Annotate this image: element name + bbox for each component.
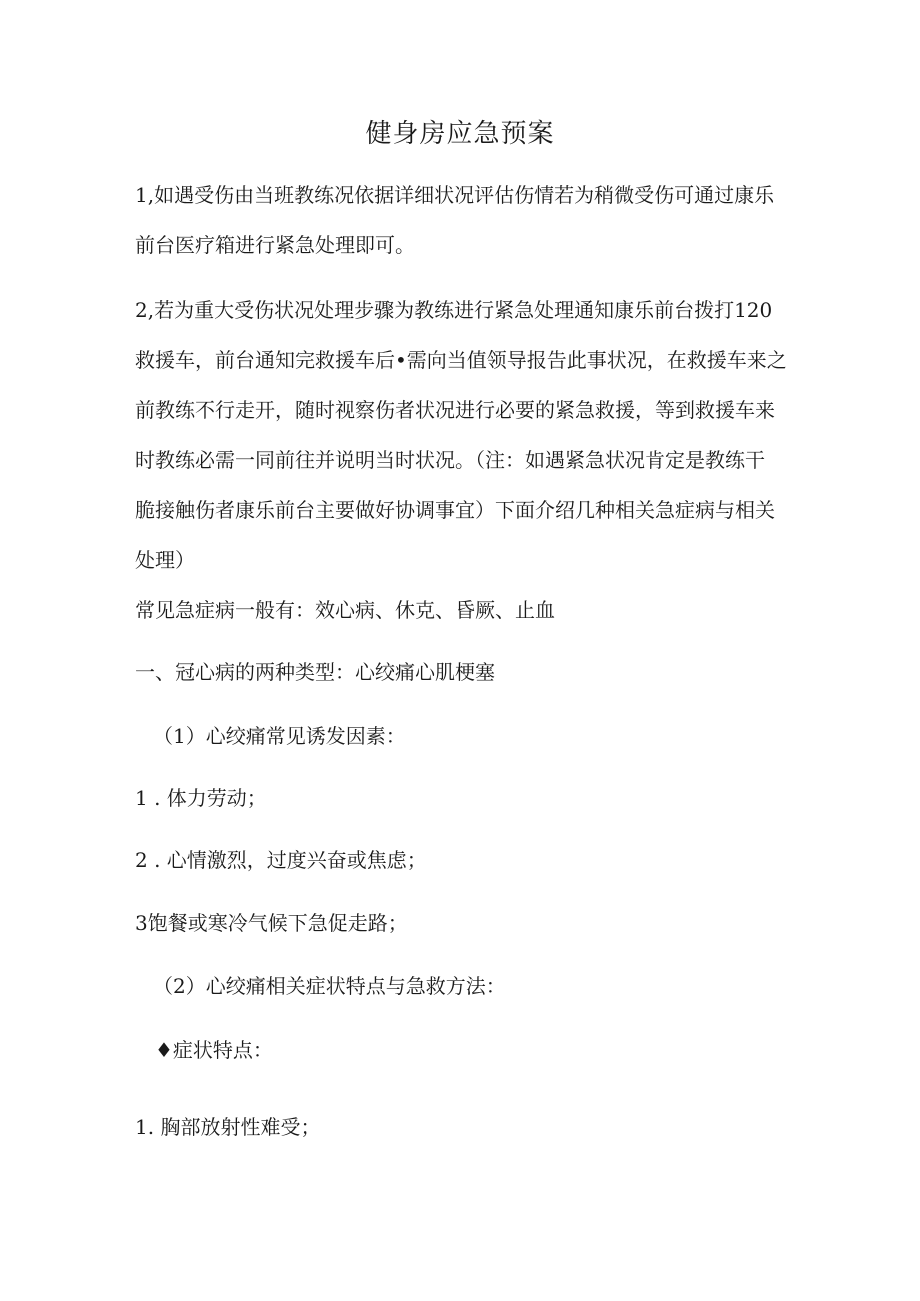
list-item: 3饱餐或寒冷气候下急促走路； — [135, 911, 408, 935]
paragraph-1-line: 前台医疗箱进行紧急处理即可。 — [135, 233, 415, 257]
paragraph-2-line: 脆接触伤者康乐前台主要做好协调事宜）下面介绍几种相关急症病与相关 — [135, 498, 775, 522]
list-item: 1. 胸部放射性难受； — [135, 1115, 321, 1139]
paragraph-2 — [135, 285, 795, 585]
paragraph-1 — [135, 170, 795, 270]
paragraph-2-line: 时教练必需一同前往并说明当时状况。（注：如遇紧急状况肯定是教练干 — [135, 448, 765, 472]
symptom-heading: ♦症状特点： — [155, 1038, 273, 1062]
paragraph-2-line: 处理） — [135, 548, 195, 572]
paragraph-2-line: 2,若为重大受伤状况处理步骤为教练进行紧急处理通知康乐前台拨打120 — [135, 298, 773, 322]
common-emergencies: 常见急症病一般有：效心病、休克、昏厥、止血 — [135, 598, 555, 622]
list-item: 1 . 体力劳动； — [135, 786, 267, 810]
paragraph-1-line: 1,如遇受伤由当班教练况依据详细状况评估伤情若为稍微受伤可通过康乐 — [135, 183, 775, 207]
document-title: 健身房应急预案 — [365, 119, 555, 149]
paragraph-2-line: 前教练不行走开，随时视察伤者状况进行必要的紧急救援，等到救援车来 — [135, 398, 775, 422]
subheading-1: （1）心绞痛常见诱发因素： — [153, 724, 406, 748]
list-item: 2 . 心情激烈，过度兴奋或焦虑； — [135, 848, 427, 872]
subheading-2: （2）心绞痛相关症状特点与急救方法： — [153, 974, 506, 998]
paragraph-2-line: 救援车，前台通知完救援车后•需向当值领导报告此事状况，在救援车来之 — [135, 348, 787, 372]
section-heading-1: 一、冠心病的两种类型：心绞痛心肌梗塞 — [135, 660, 495, 684]
